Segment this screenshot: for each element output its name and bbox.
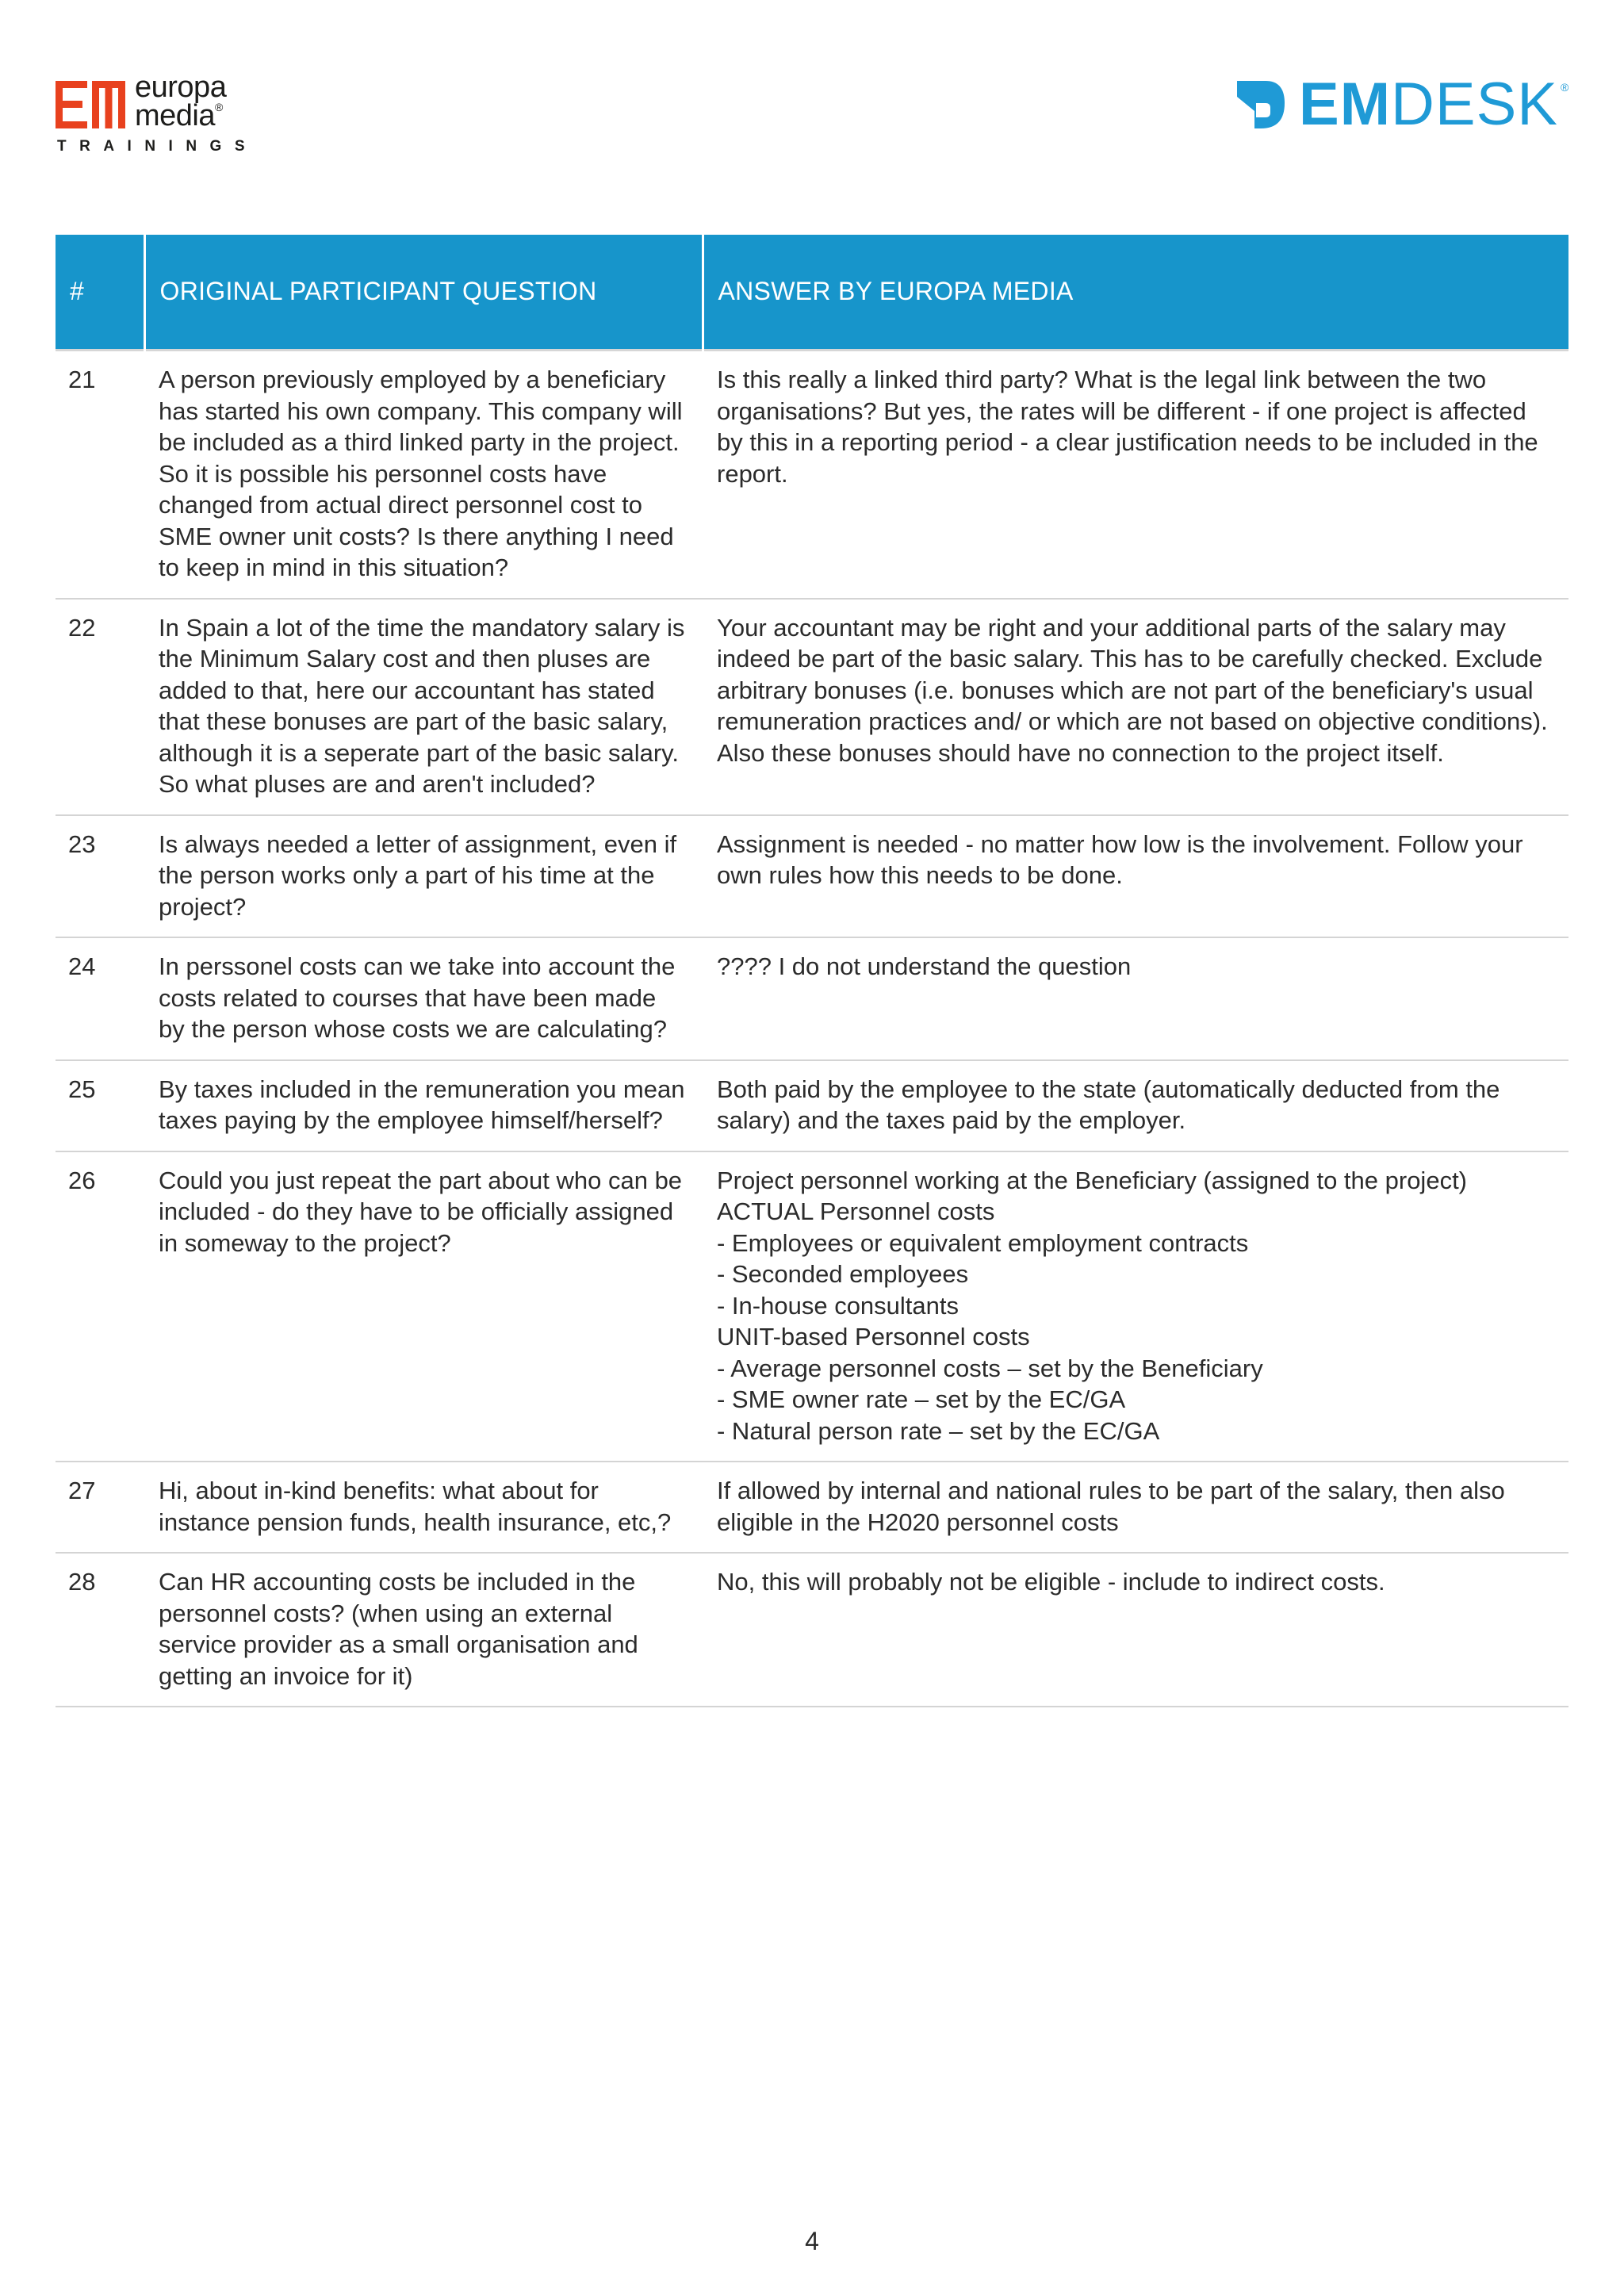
row-number: 27 — [56, 1462, 144, 1553]
europa-media-trainings-logo — [56, 73, 293, 160]
row-question: In perssonel costs can we take into account the costs related to courses that have been made by the person whose costs we are calculating? — [144, 937, 703, 1060]
trainings-subtitle: TRAININGS — [57, 138, 258, 155]
emdesk-logo — [1237, 71, 1578, 138]
row-question: Can HR accounting costs be included in the personnel costs? (when using an external service provider as a small organisation and getting an invoice for it) — [144, 1553, 703, 1707]
europa-media-wordmark: europa media® — [135, 71, 227, 132]
row-question: A person previously employed by a beneficiary has started his own company. This company will be included as a third linked party in the project. So it is possible his personnel costs have changed from actual direct personnel cost to SME owner unit costs? Is there anything I need to keep in mind in this situation? — [144, 351, 703, 599]
header-question: ORIGINAL PARTICIPANT QUESTION — [144, 235, 703, 351]
table-row — [56, 351, 1568, 599]
table-row — [56, 1151, 1568, 1462]
row-number: 22 — [56, 599, 144, 815]
emdesk-wordmark: EMDESK — [1299, 71, 1558, 138]
row-answer: Project personnel working at the Beneficiary (assigned to the project) ACTUAL Personnel costs - Employees or equivalent employment contracts - Seconded employees - In-house consultants UNIT-based Personnel costs - Average personnel costs – set by the Beneficiary - SME owner rate – set by the EC/GA - Natural person rate – set by the EC/GA — [703, 1151, 1568, 1462]
table-row — [56, 1553, 1568, 1707]
row-question: Is always needed a letter of assignment, even if the person works only a part of his time at the project? — [144, 815, 703, 938]
row-answer: Is this really a linked third party? What is the legal link between the two organisations? But yes, the rates will be different - if one project is affected by this in a reporting period - a clear justification needs to be included in the report. — [703, 351, 1568, 599]
row-number: 21 — [56, 351, 144, 599]
emdesk-logo-icon — [1237, 79, 1289, 130]
row-answer: If allowed by internal and national rules to be part of the salary, then also eligible in the H2020 personnel costs — [703, 1462, 1568, 1553]
row-question: In Spain a lot of the time the mandatory salary is the Minimum Salary cost and then pluses are added to that, here our accountant has stated that these bonuses are part of the basic salary, although it is a seperate part of the basic salary. So what pluses are and aren't included? — [144, 599, 703, 815]
em-logo-icon — [56, 81, 125, 128]
qa-table — [56, 235, 1568, 1707]
row-number: 24 — [56, 937, 144, 1060]
row-answer: No, this will probably not be eligible - include to indirect costs. — [703, 1553, 1568, 1707]
table-row — [56, 1462, 1568, 1553]
row-answer: ???? I do not understand the question — [703, 937, 1568, 1060]
emdesk-registered-mark: ® — [1561, 81, 1569, 94]
row-number: 26 — [56, 1151, 144, 1462]
table-row — [56, 815, 1568, 938]
table-row — [56, 937, 1568, 1060]
qa-table-header — [56, 235, 1568, 351]
row-answer: Both paid by the employee to the state (automatically deducted from the salary) and the taxes paid by the employer. — [703, 1060, 1568, 1151]
row-question: By taxes included in the remuneration you mean taxes paying by the employee himself/herself? — [144, 1060, 703, 1151]
qa-table-body — [56, 351, 1568, 1707]
row-question: Could you just repeat the part about who can be included - do they have to be officially assigned in someway to the project? — [144, 1151, 703, 1462]
row-number: 25 — [56, 1060, 144, 1151]
table-row — [56, 1060, 1568, 1151]
row-number: 23 — [56, 815, 144, 938]
table-row — [56, 599, 1568, 815]
row-answer: Assignment is needed - no matter how low is the involvement. Follow your own rules how this needs to be done. — [703, 815, 1568, 938]
page-number: 4 — [805, 2227, 819, 2255]
row-answer: Your accountant may be right and your additional parts of the salary may indeed be part of the basic salary. This has to be carefully checked. Exclude arbitrary bonuses (i.e. bonuses which are not part of the beneficiary's usual remuneration practices and/ or which are not based on objective conditions). Also these bonuses should have no connection to the project itself. — [703, 599, 1568, 815]
header-answer: ANSWER BY EUROPA MEDIA — [703, 235, 1568, 351]
header-number: # — [56, 235, 144, 351]
row-question: Hi, about in-kind benefits: what about for instance pension funds, health insurance, etc,? — [144, 1462, 703, 1553]
row-number: 28 — [56, 1553, 144, 1707]
